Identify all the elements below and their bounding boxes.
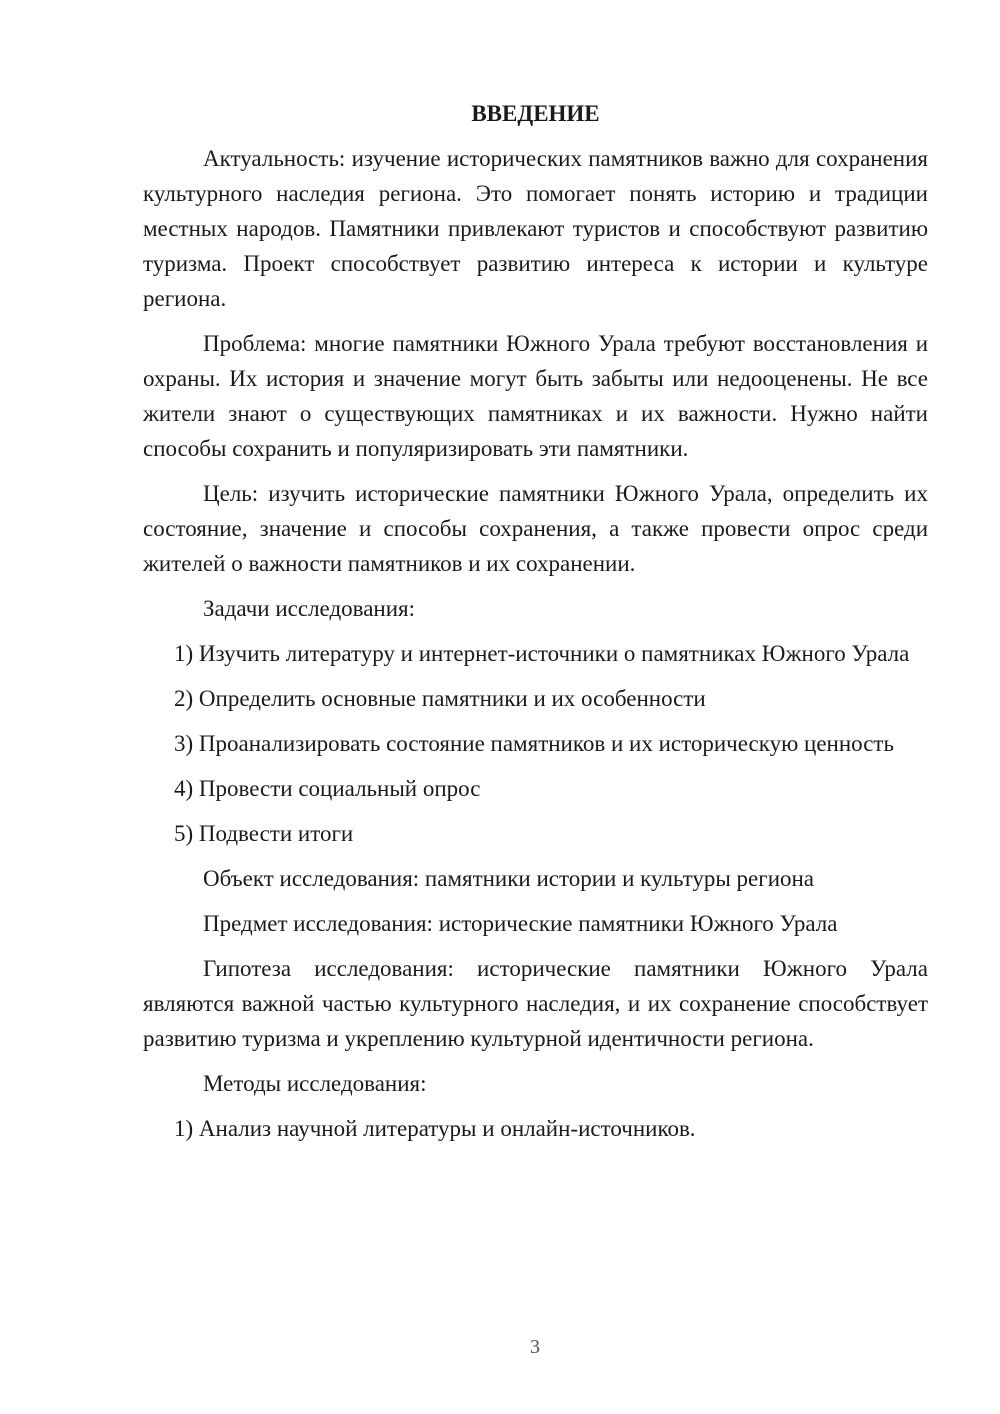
hypothesis-paragraph: Гипотеза исследования: исторические памятники Южного Урала являются важной частью культурного наследия, и их сохранение способствует развитию туризма и укреплению культурной идентичности региона. [143,956,928,1051]
object-paragraph: Объект исследования: памятники истории и культуры региона [203,866,815,891]
problem-paragraph: Проблема: многие памятники Южного Урала требуют восстановления и охраны. Их история и значение могут быть забыты или недооценены. Не все жители знают о существующих памятниках и их важности. Нужно найти способы сохранить и популяризировать эти памятники. [143,331,928,461]
task-item-1: 1) Изучить литературу и интернет-источники о памятниках Южного Урала [174,641,910,666]
tasks-heading: Задачи исследования: [203,596,416,621]
methods-heading: Методы исследования: [203,1071,427,1096]
document-body [143,96,928,1156]
goal-paragraph: Цель: изучить исторические памятники Южного Урала, определить их состояние, значение и способы сохранения, а также провести опрос среди жителей о важности памятников и их сохранении. [143,481,928,576]
section-title: ВВЕДЕНИЕ [471,101,600,126]
subject-paragraph: Предмет исследования: исторические памятники Южного Урала [203,911,838,936]
method-item-1: 1) Анализ научной литературы и онлайн-источников. [174,1116,696,1141]
task-item-5: 5) Подвести итоги [174,821,354,846]
page-number: 3 [530,1336,540,1358]
task-item-3: 3) Проанализировать состояние памятников и их историческую ценность [174,731,894,756]
task-item-2: 2) Определить основные памятники и их особенности [174,686,706,711]
task-item-4: 4) Провести социальный опрос [174,776,481,801]
relevance-paragraph: Актуальность: изучение исторических памятников важно для сохранения культурного наследия региона. Это помогает понять историю и традиции местных народов. Памятники привлекают туристов и способствуют развитию туризма. Проект способствует развитию интереса к истории и культуре региона. [143,146,928,311]
